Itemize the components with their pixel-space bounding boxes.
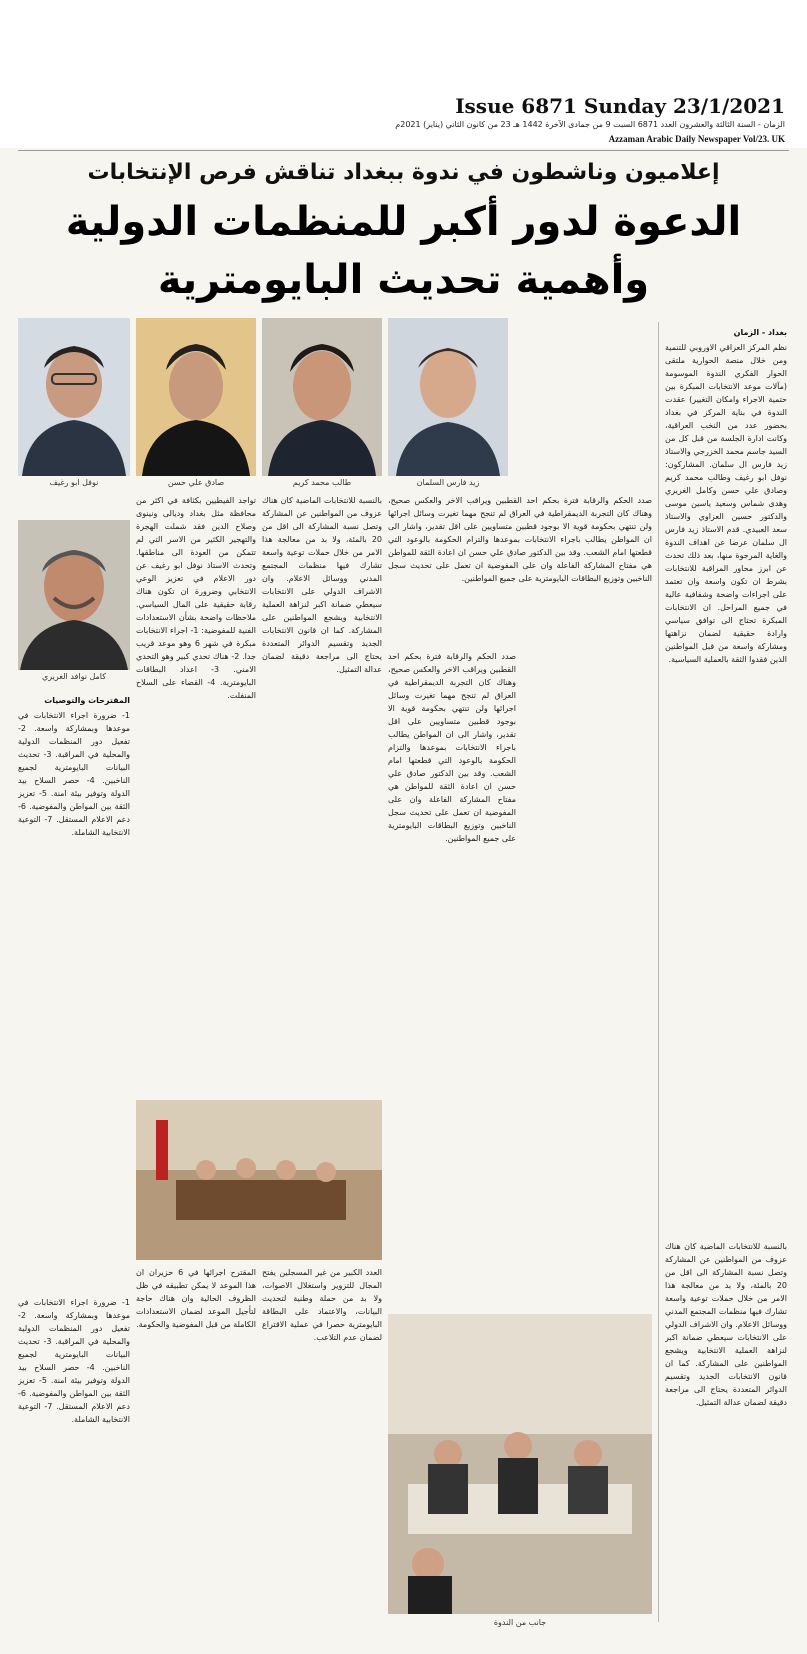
article-column-right: [665, 322, 787, 1232]
bottom-column-1: العدد الكبير من غير المسجلين يفتح المجال للتزوير واستغلال الاصوات، ولا بد من حملة وطنية لتحديث البيانات، والاعتماد على البطاقة البايومترية حصرا في عملية الاقتراع لضمان عدم التلاعب.: [262, 1268, 382, 1342]
article-column-mid1b: صدد الحكم والرقابة فترة بحكم احد القطبين ويراقب الاخر والعكس صحيح، وهناك كان التجربة الديمقراطية في العراق لم تنجح مهما تغيرت وسائل اجرائها ولن تنتهي بحكومة قوية الا بوجود قطبين متساويين على اقل تقدير، واشار الى ان المواطن يطالب باجراء الانتخابات بموعدها والتزام الحكومة بالوعود التي قطعتها امام الشعب. وقد بين الدكتور صادق علي حسن ان اعادة الثقة للمواطن هي مفتاح المشاركة الفاعلة وان على المفوضية ان تعمل على تحديث سجل الناخبين وتوزيع البطاقات البايومترية على جميع المواطنين.: [388, 652, 516, 843]
portrait-4-image: [18, 318, 130, 476]
recommendations-heading: المقترحات والتوصيات: [44, 696, 130, 705]
masthead-rule: [18, 150, 789, 151]
portrait-1-image: [388, 318, 508, 476]
meeting-photo-1-image: [136, 1100, 382, 1260]
caption-photo-1: زيد فارس السلمان: [416, 478, 480, 487]
issue-meta: الزمان - السنة الثالثة والعشرون العدد 6871 السبت 9 من جمادى الآخرة 1442 هـ 23 من كانون الثاني (يناير) 2021م: [395, 120, 785, 129]
recommendations-text: 1- ضرورة اجراء الانتخابات في موعدها وبمشاركة واسعة. 2- تفعيل دور المنظمات الدولية والمحلية في المراقبة. 3- تحديث البيانات البايومترية لجميع الناخبين. 4- حصر السلاح بيد الدولة وتوفير بيئة امنة. 5- تعزيز الثقة بين المواطن والمفوضية. 6- دعم الاعلام المستقل. 7- التوعية الانتخابية الشاملة.: [18, 711, 130, 837]
caption-photo-3: صادق علي حسن: [167, 478, 225, 487]
portrait-2-image: [262, 318, 382, 476]
portrait-photo-1: [388, 318, 508, 476]
meeting-photo-1: [136, 1100, 382, 1260]
caption-bottom-photo: جانب من الندوة: [493, 1618, 547, 1627]
column-right-text: نظم المركز العراقي الاوروبي للتنمية ومن خلال منصة الحوارية ملتقى الحوار الفكري الندوة الموسومة (مآلات موعد الانتخابات المبكرة بين حتمية الاجراء وامكان التغيير) عقدت الندوة في بناية المركز في بغداد بحضور عدد من النخب العراقية، وكانت ادارة الجلسة من قبل كل من السيد جاسم محمد الخزرجي والاستاذ زيد فارس ال سلمان. المشاركون: نوفل ابو رغيف وطالب محمد كريم وصادق علي حسن وكامل الغريري وهدى شماس وسعيد ياسين موسى والدكتور حسين العزاوي والاستاذ سعد العبيدي. قدم الاستاذ زيد فارس ال سلمان عرضا عن اهداف الندوة والغاية المرجوة منها، بعد ذلك تحدث عن ابرز محاور المراقبة للانتخابات بشرط ان تكون واسعة وان تعتمد على اجراءات واضحة وشفافية عالية في جميع المراحل. ان الانتخابات المبكرة تحتاج الى توافق سياسي وارادة حقيقية لضمان نزاهتها ومشاركة واسعة من قبل المواطنين الذين فقدوا الثقة بالعملية السياسية.: [665, 343, 787, 664]
masthead: [0, 0, 807, 148]
headline-line-1: الدعوة لدور أكبر للمنظمات الدولية: [65, 199, 742, 245]
article-kicker: إعلاميون وناشطون في ندوة ببغداد تناقش فرص الإنتخابات: [87, 160, 720, 185]
article-column-mid2: بالنسبة للانتخابات الماضية كان هناك عزوف من المواطنين عن المشاركة وتصل نسبة المشاركة الى اقل من 20 بالمئة، ولا بد من معالجة هذا الامر من خلال حملات توعية واسعة تشارك فيها منظمات المجتمع المدني ووسائل الاعلام. وان الاشراف الدولي على الانتخابات سيعطي ضمانة اكبر لنزاهة العملية الانتخابية ويشجع المواطنين على المشاركة. كما ان قانون الانتخابات الجديد وتقسيم الدوائر المتعددة يحتاج الى مراجعة دقيقة لضمان عدالة التمثيل.: [262, 496, 382, 674]
meeting-photo-2: [388, 1314, 652, 1614]
recommendations-column: [18, 690, 130, 1290]
caption-photo-5: كامل نوافد الغريري: [41, 672, 107, 681]
article-column-left: تواجد الفيطيين بكثافة في اكثر من محافظة مثل بغداد وديالى ونينوى وصلاح الدين فقد شملت الهجرة والتهجير الكثير من الاسر التي لم تتمكن من العودة الى مناطقها. وتحدث الاستاذ نوفل ابو رغيف عن دور الاعلام في تعزيز الوعي الانتخابي وضرورة ان تكون هناك رقابة حقيقية على المال السياسي. ملاحظات واضحة بشأن الاستعدادات الفنية للمفوضية: 1- اجراء الانتخابات مبكرة في شهر 6 وهو موعد قريب جدا. 2- هناك تحدي كبير وهو التحدي الامني. 3- اعداد البطاقات البايومترية. 4- القضاء على السلاح المنفلت.: [136, 496, 256, 700]
caption-photo-4: نوفل ابو رغيف: [49, 478, 99, 487]
portrait-photo-2: [262, 318, 382, 476]
publication-name: Azzaman Arabic Daily Newspaper Vol/23. UK: [608, 134, 785, 144]
portrait-photo-5: [18, 520, 130, 670]
portrait-3-image: [136, 318, 256, 476]
headline-line-2: وأهمية تحديث البايومترية: [157, 257, 650, 303]
dateline: بغداد - الزمان: [733, 328, 787, 337]
article-column-right-cont: بالنسبة للانتخابات الماضية كان هناك عزوف من المواطنين عن المشاركة وتصل نسبة المشاركة الى اقل من 20 بالمئة، ولا بد من معالجة هذا الامر من خلال حملات توعية واسعة تشارك فيها منظمات المجتمع المدني ووسائل الاعلام. وان الاشراف الدولي على الانتخابات سيعطي ضمانة اكبر لنزاهة العملية الانتخابية ويشجع المواطنين على المشاركة. كما ان قانون الانتخابات الجديد وتقسيم الدوائر المتعددة يحتاج الى مراجعة دقيقة لضمان عدالة التمثيل.: [665, 1242, 787, 1407]
meeting-photo-2-image: [388, 1314, 652, 1614]
caption-photo-2: طالب محمد كريم: [292, 478, 352, 487]
portrait-5-image: [18, 520, 130, 670]
issue-line: Issue 6871 Sunday 23/1/2021: [455, 94, 785, 118]
bottom-column-2: المقترح اجرائها في 6 حزيران ان هذا الموعد لا يمكن تطبيقه في ظل الظروف الحالية وان هناك حاجة لتأجيل الموعد لضمان الاستعدادات الكاملة من قبل المفوضية والحكومة.: [136, 1268, 256, 1329]
article-column-mid1: صدد الحكم والرقابة فترة بحكم احد القطبين ويراقب الاخر والعكس صحيح، وهناك كان التجربة الديمقراطية في العراق لم تنجح مهما تغيرت وسائل اجرائها ولن تنتهي بحكومة قوية الا بوجود قطبين متساويين على اقل تقدير، واشار الى ان المواطن يطالب باجراء الانتخابات بموعدها والتزام الحكومة بالوعود التي قطعتها امام الشعب. وقد بين الدكتور صادق علي حسن ان اعادة الثقة للمواطن هي مفتاح المشاركة الفاعلة وان على المفوضية ان تعمل على تحديث سجل الناخبين وتوزيع البطاقات البايومترية على جميع المواطنين.: [388, 496, 652, 583]
column-divider: [658, 322, 659, 1622]
portrait-photo-3: [136, 318, 256, 476]
portrait-photo-4: [18, 318, 130, 476]
bottom-column-3: 1- ضرورة اجراء الانتخابات في موعدها وبمشاركة واسعة. 2- تفعيل دور المنظمات الدولية والمحلية في المراقبة. 3- تحديث البيانات البايومترية لجميع الناخبين. 4- حصر السلاح بيد الدولة وتوفير بيئة امنة. 5- تعزيز الثقة بين المواطن والمفوضية. 6- دعم الاعلام المستقل. 7- التوعية الانتخابية الشاملة.: [18, 1298, 130, 1424]
